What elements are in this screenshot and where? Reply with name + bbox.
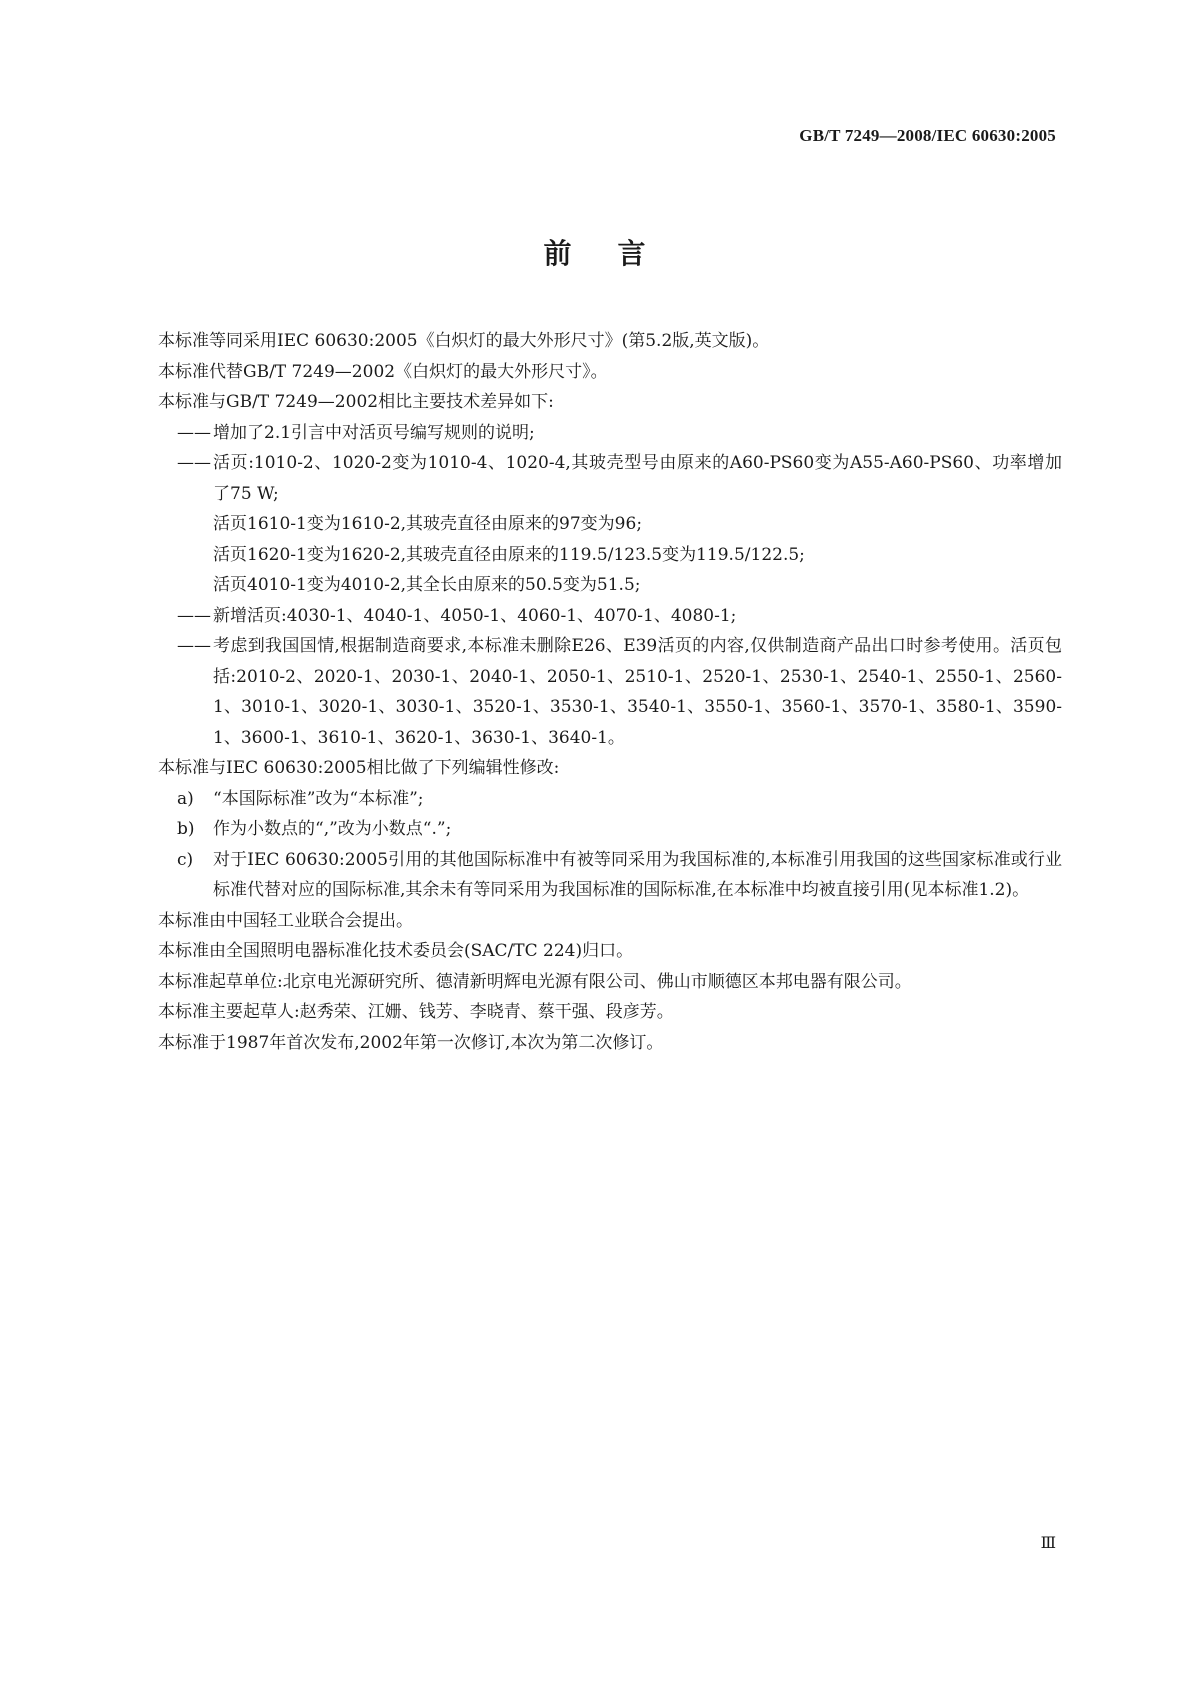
dash-item-4 — [124, 631, 1062, 753]
paragraph-adoption: 本标准等同采用IEC 60630:2005《白炽灯的最大外形尺寸》(第5.2版,英文版)。 — [158, 331, 770, 351]
page-title — [0, 232, 1191, 272]
paragraph-history: 本标准于1987年首次发布,2002年第一次修订,本次为第二次修订。 — [158, 1032, 664, 1053]
dash-mark: —— — [177, 605, 211, 626]
dash-item-text: 新增活页:4030-1、4040-1、4050-1、4060-1、4070-1、4080-1; — [213, 605, 737, 626]
list-item-c — [124, 845, 1062, 906]
list-item-a — [124, 784, 1062, 815]
dash-item-text: 考虑到我国国情,根据制造商要求,本标准未删除E26、E39活页的内容,仅供制造商产品出口时参考使用。活页包括:2010-2、2020-1、2030-1、2040-1、2050-1、2510-1、2520-1、2530-1、2540-1、2550-1、2560-1、3010-1、3020-1、3030-1、3520-1、3530-1、3540-1、3550-1、3560-1、3570-1、3580-1、3590-1、3600-1、3610-1、3620-1、3630-1、3640-1。 — [213, 636, 1062, 748]
paragraph-drafting-units: 本标准起草单位:北京电光源研究所、德清新明辉电光源有限公司、佛山市顺德区本邦电器有限公司。 — [158, 971, 912, 992]
dash-item-1 — [124, 418, 1062, 449]
list-item-text: “本国际标准”改为“本标准”; — [213, 788, 424, 809]
list-item-text: 对于IEC 60630:2005引用的其他国际标准中有被等同采用为我国标准的,本标准引用我国的这些国家标准或行业标准代替对应的国际标准,其余未有等同采用为我国标准的国际标准,在本标准中均被直接引用(见本标准1.2)。 — [213, 849, 1062, 900]
sub-item-2: 活页1620-1变为1620-2,其玻壳直径由原来的119.5/123.5变为119.5/122.5; — [213, 544, 805, 565]
paragraph-replaces: 本标准代替GB/T 7249—2002《白炽灯的最大外形尺寸》。 — [158, 361, 608, 382]
list-marker-a: a) — [177, 788, 194, 809]
list-item-text: 作为小数点的“,”改为小数点“.”; — [213, 819, 452, 839]
paragraph-drafters: 本标准主要起草人:赵秀荣、江姗、钱芳、李晓青、蔡干强、段彦芳。 — [158, 1002, 674, 1022]
sub-item-3: 活页4010-1变为4010-2,其全长由原来的50.5变为51.5; — [213, 575, 641, 595]
dash-item-text: 活页:1010-2、1020-2变为1010-4、1020-4,其玻壳型号由原来的A60-PS60变为A55-A60-PS60、功率增加了75 W; — [213, 453, 1062, 504]
list-marker-c: c) — [177, 849, 194, 870]
dash-mark: —— — [177, 453, 211, 473]
dash-item-text: 增加了2.1引言中对活页号编写规则的说明; — [213, 422, 535, 443]
page-number: Ⅲ — [1040, 1535, 1056, 1552]
sub-item-1: 活页1610-1变为1610-2,其玻壳直径由原来的97变为96; — [213, 514, 643, 534]
standard-code-header: GB/T 7249—2008/IEC 60630:2005 — [799, 126, 1056, 145]
paragraph-editorial-intro: 本标准与IEC 60630:2005相比做了下列编辑性修改: — [158, 758, 560, 778]
title-char-2: 言 — [617, 237, 648, 270]
paragraph-proposed-by: 本标准由中国轻工业联合会提出。 — [158, 910, 413, 931]
dash-mark: —— — [177, 422, 211, 443]
dash-item-2 — [124, 448, 1062, 509]
foreword-body — [124, 326, 1062, 1058]
dash-mark: —— — [177, 636, 211, 656]
list-marker-b: b) — [177, 819, 195, 839]
paragraph-differences-intro: 本标准与GB/T 7249—2002相比主要技术差异如下: — [158, 392, 554, 412]
title-char-1: 前 — [543, 237, 574, 270]
dash-item-3 — [124, 601, 1062, 632]
paragraph-centralized-by: 本标准由全国照明电器标准化技术委员会(SAC/TC 224)归口。 — [158, 941, 634, 961]
list-item-b — [124, 814, 1062, 845]
